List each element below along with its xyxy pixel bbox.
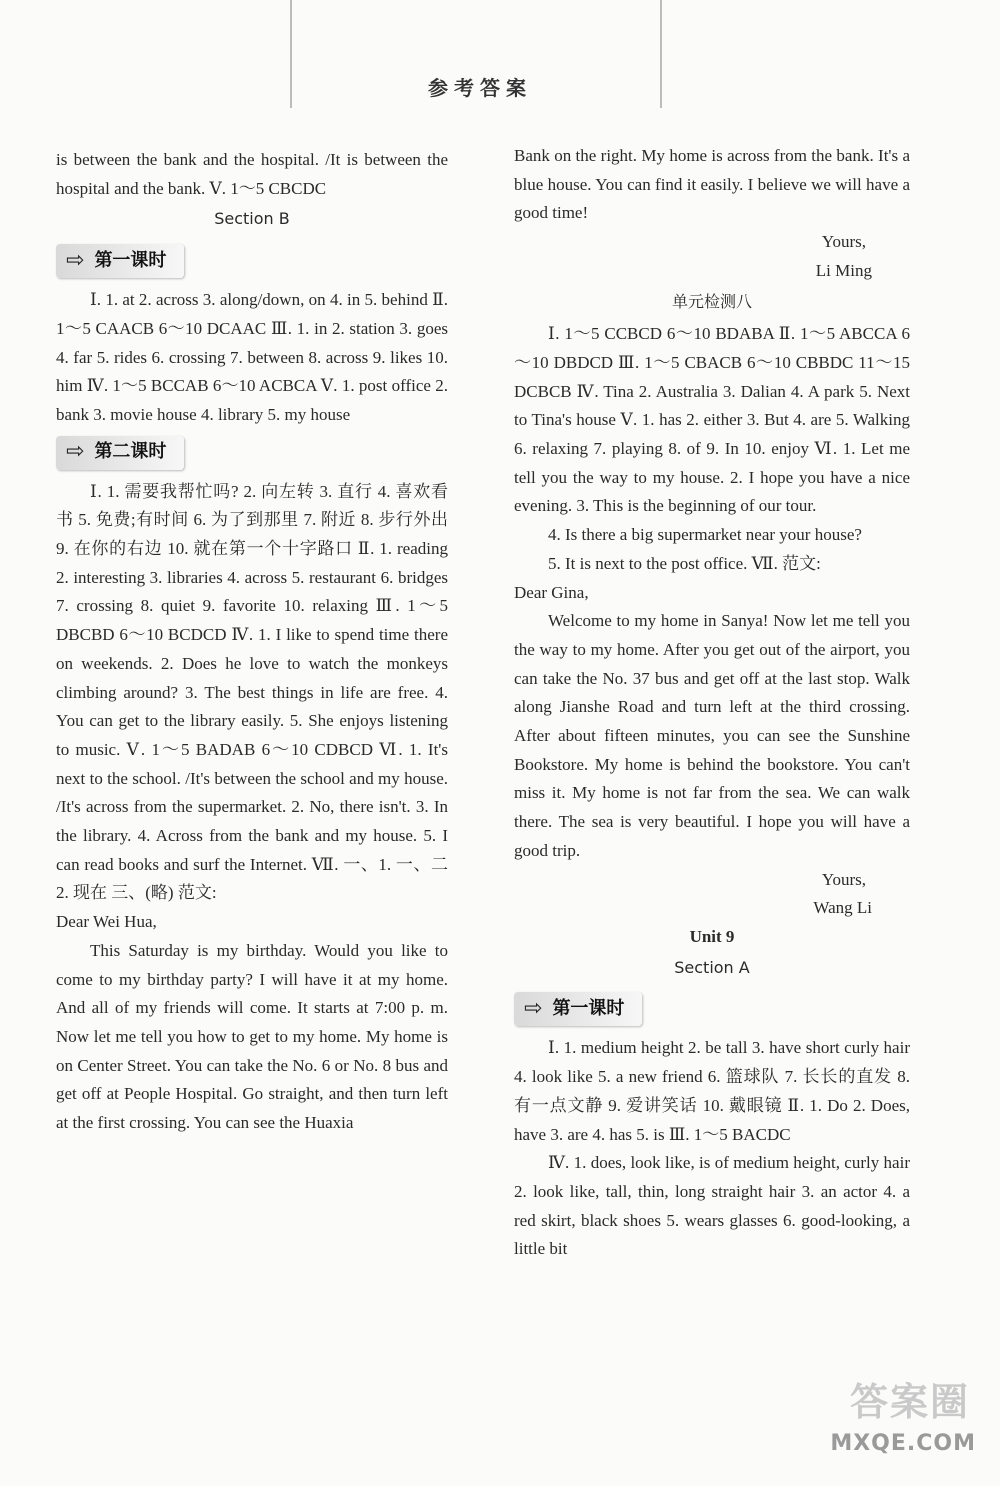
unit9-iv-answers: Ⅳ. 1. does, look like, is of medium height, curly hair 2. look like, tall, thin, long straight hair 3. an actor 4. a red skirt, black shoes 5. wears glasses 6. good-looking, a little bit [514, 1153, 910, 1259]
section-b-heading: Section B [214, 209, 290, 229]
unit-heading: Unit 9 [689, 926, 735, 946]
letter-closing: Yours, [821, 232, 866, 252]
lesson-label: 第一课时 [552, 998, 625, 1020]
unit-test-q5: 5. It is next to the post office. Ⅶ. 范文: [548, 553, 821, 573]
arrow-right-icon: ⇨ [66, 247, 85, 273]
letter2-body: Welcome to my home in Sanya! Now let me tell you the way to my home. After you get out of the airport, you can take the No. 37 bus and get off at the last stop. Walk along Jianshe Road and turn left at the third crossing. After about fifteen minutes, you can see the Sunshine Bookstore. My home is behind the bookstore. You can't miss it. My home is not far from the sea. We can walk there. The sea is very beautiful. I hope you will have a good trip. [514, 611, 910, 860]
header-line-left [290, 0, 292, 108]
letter-signature: Li Ming [815, 260, 872, 280]
lesson-1-banner [514, 992, 642, 1026]
lesson-2-answers: Ⅰ. 1. 需要我帮忙吗? 2. 向左转 3. 直行 4. 喜欢看书 5. 免费;有时间 6. 为了到那里 7. 附近 8. 步行外出 9. 在你的右边 10. 就在第一个十字路口 Ⅱ. 1. reading 2. interesting 3. libraries 4. across 5. restaurant 6. bridges 7. crossing 8. quiet 9. favorite 10. relaxing Ⅲ. 1～5 DBCBD 6～10 BCDCD Ⅳ. 1. I like to spend time there on weekends. 2. Does he love to watch the monkeys climbing around? 3. The best things in life are free. 4. You can get to the library easily. 5. She enjoys listening to music. Ⅴ. 1～5 BADAB 6～10 CDBCD Ⅵ. 1. It's next to the school. /It's between the school and my house. /It's across from the supermarket. 2. No, there isn't. 3. In the library. 4. Across from the bank and my house. 5. I can read books and surf the Internet. Ⅶ. 一、1. 一、二 2. 现在 三、(略) 范文: [56, 481, 448, 903]
watermark-logo: 答案圈 [849, 1380, 970, 1424]
unit9-lesson-answers: Ⅰ. 1. medium height 2. be tall 3. have short curly hair 4. look like 5. a new friend 6. 篮球队 7. 长长的直发 8. 有一点文静 9. 爱讲笑话 10. 戴眼镜 Ⅱ. 1. Do 2. Does, have 3. are 4. has 5. is Ⅲ. 1～5 BACDC [514, 1038, 910, 1144]
letter2-signature: Wang Li [813, 898, 872, 918]
lesson-2-banner [56, 436, 184, 470]
watermark-url: MXQE.COM [830, 1431, 976, 1456]
letter2-greeting: Dear Gina, [514, 582, 589, 602]
letter2-closing: Yours, [821, 869, 866, 889]
left-column [56, 146, 448, 1138]
arrow-right-icon: ⇨ [66, 439, 85, 465]
section-a-heading: Section A [674, 957, 750, 977]
lesson-label: 第一课时 [94, 249, 167, 271]
arrow-right-icon: ⇨ [524, 996, 543, 1022]
unit-test-answers: Ⅰ. 1～5 CCBCD 6～10 BDABA Ⅱ. 1～5 ABCCA 6～10 DBDCD Ⅲ. 1～5 CBACB 6～10 CBBDC 11～15 DCBCB Ⅳ. Tina 2. Australia 3. Dalian 4. A park 5. Next to Tina's house Ⅴ. 1. has 2. either 3. But 4. are 5. Walking 6. relaxing 7. playing 8. of 9. In 10. enjoy Ⅵ. 1. Let me tell you the way to my house. 2. I hope you have a nice evening. 3. This is the beginning of our tour. [514, 324, 910, 516]
right-column [514, 142, 910, 1264]
page-title: 参考答案 [428, 76, 532, 100]
header-line-right [660, 0, 662, 108]
letter-body: This Saturday is my birthday. Would you like to come to my birthday party? I will have it at my home. And all of my friends will come. It starts at 7:00 p. m. Now let me tell you how to get to my home. My home is on Center Street. You can take the No. 6 or No. 8 bus and get off at People Hospital. Go straight, and then turn left at the first crossing. You can see the Huaxia [56, 940, 448, 1133]
intro-text: is between the bank and the hospital. /It is between the hospital and the bank. Ⅴ. 1～5 CBCDC [56, 150, 448, 198]
lesson-1-answers: Ⅰ. 1. at 2. across 3. along/down, on 4. in 5. behind Ⅱ. 1～5 CAACB 6～10 DCAAC Ⅲ. 1. in 2. station 3. goes 4. far 5. rides 6. crossing 7. between 8. across 9. likes 10. him Ⅳ. 1～5 BCCAB 6～10 ACBCA Ⅴ. 1. post office 2. bank 3. movie house 4. library 5. my house [56, 290, 448, 424]
lesson-label: 第二课时 [94, 441, 167, 463]
letter-continuation: Bank on the right. My home is across from the bank. It's a blue house. You can find it easily. I believe we will have a good time! [514, 146, 910, 223]
unit-test-q4: 4. Is there a big supermarket near your house? [548, 525, 862, 545]
lesson-1-banner [56, 244, 184, 278]
unit-test-heading: 单元检测八 [671, 291, 752, 311]
letter-greeting: Dear Wei Hua, [56, 912, 157, 932]
